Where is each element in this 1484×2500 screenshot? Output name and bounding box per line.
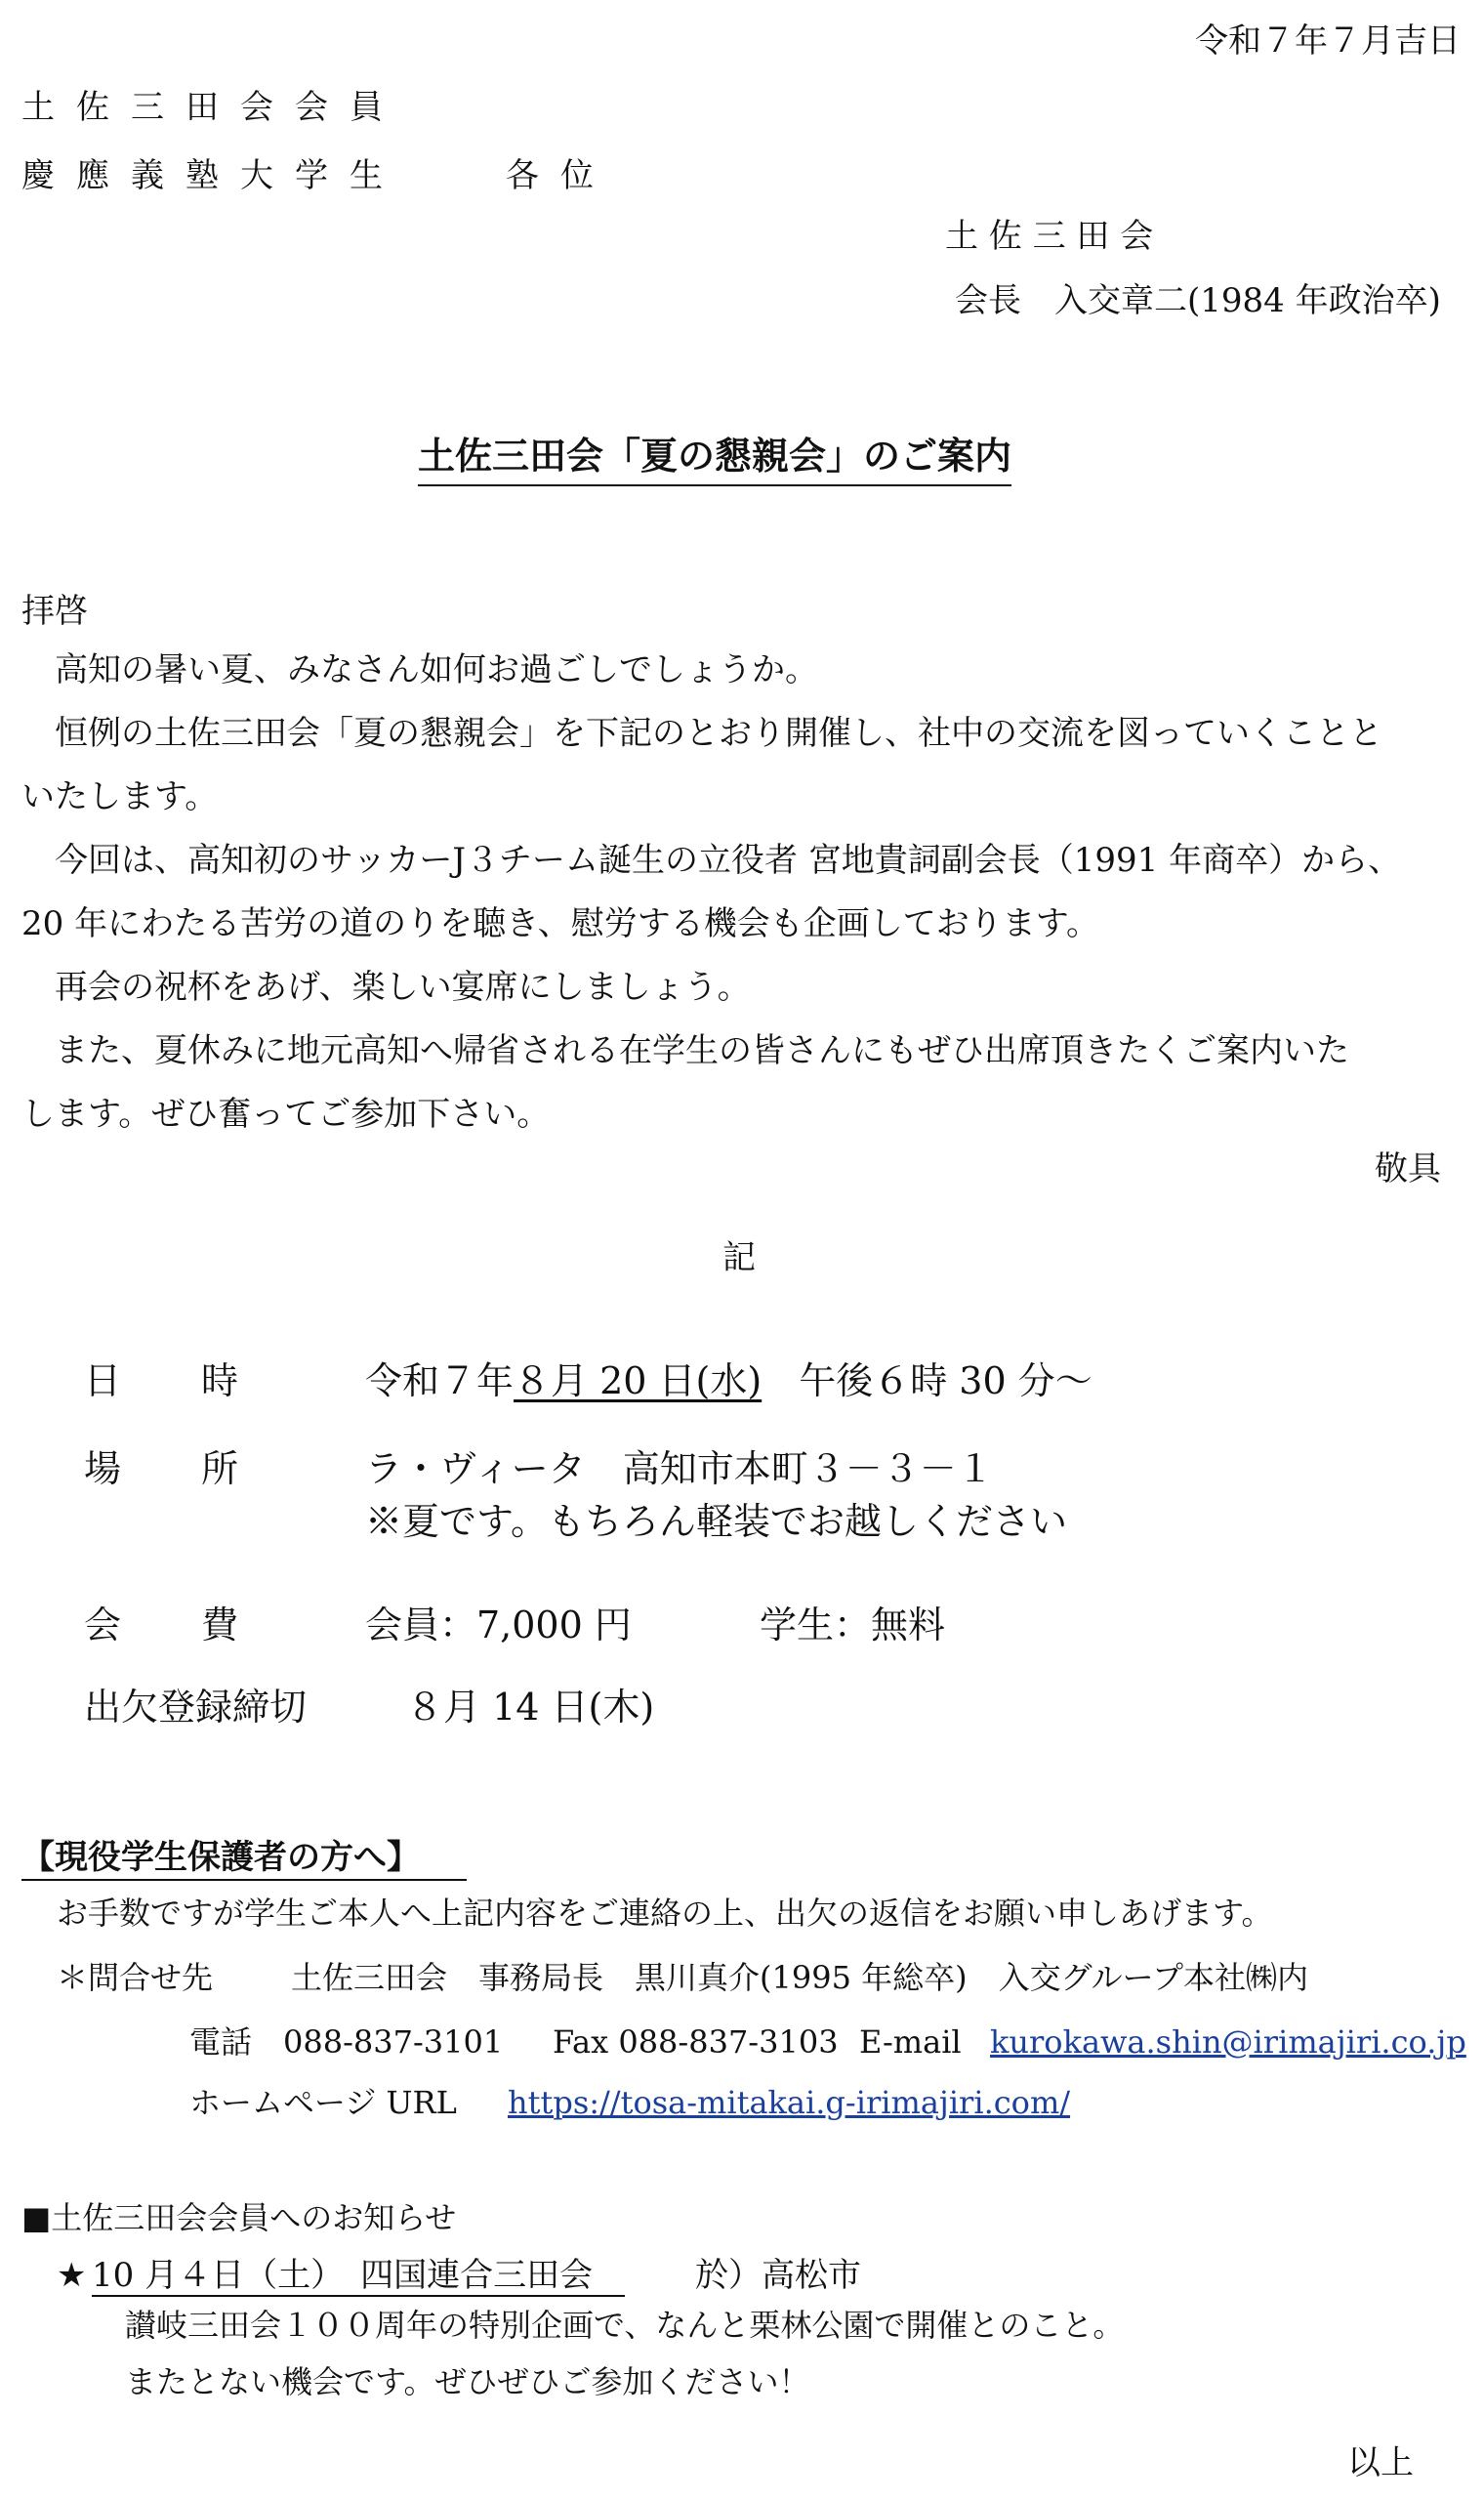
recipient-line-2: 慶應義塾大学生 xyxy=(21,156,404,195)
contact-phone: 電話 088-837-3101 xyxy=(189,2023,504,2061)
star-icon: ★ xyxy=(57,2256,87,2295)
notice-line-2: またとない機会です。ぜひぜひご参加ください！ xyxy=(125,2363,810,2400)
date-label-1: 日 xyxy=(84,1359,122,1402)
body-line-4: 今回は、高知初のサッカーJ３チーム誕生の立役者 宮地貴詞副会長（1991 年商卒）から、 xyxy=(55,841,1402,880)
parents-heading-underline xyxy=(21,1879,467,1881)
body-line-3: いたします。 xyxy=(21,777,219,816)
date-time: 午後６時 30 分～ xyxy=(799,1359,1092,1402)
date-prefix: 令和７年 xyxy=(365,1359,515,1402)
fee-label-2: 費 xyxy=(201,1604,239,1646)
fee-label-1: 会 xyxy=(84,1604,122,1646)
homepage-link[interactable]: https://tosa-mitakai.g-irimajiri.com/ xyxy=(508,2084,1071,2121)
date-label-2: 時 xyxy=(201,1359,239,1402)
end-word: 以上 xyxy=(1347,2443,1414,2482)
sender-name: 会長 入交章二(1984 年政治卒) xyxy=(955,281,1441,320)
body-line-8: します。ぜひ奮ってご参加下さい。 xyxy=(21,1095,551,1134)
contact-email-label: E-mail xyxy=(859,2023,962,2061)
date-highlight: ８月 20 日(水) xyxy=(514,1359,763,1402)
page-title: 土佐三田会「夏の懇親会」のご案内 xyxy=(418,434,1011,486)
homepage-label: ホームページ URL xyxy=(189,2084,457,2121)
place-label-2: 所 xyxy=(201,1447,239,1490)
parents-line-1: お手数ですが学生ご本人へ上記内容をご連絡の上、出欠の返信をお願い申しあげます。 xyxy=(57,1895,1273,1932)
recipient-suffix: 各位 xyxy=(506,156,615,195)
notice-event-underline xyxy=(92,2295,625,2297)
closing-word: 敬具 xyxy=(1375,1149,1441,1188)
fee-member: 会員：7,000 円 xyxy=(365,1604,632,1646)
body-line-2: 恒例の土佐三田会「夏の懇親会」を下記のとおり開催し、社中の交流を図っていくことと xyxy=(55,714,1382,753)
notice-heading: ■土佐三田会会員へのお知らせ xyxy=(21,2199,457,2236)
body-line-6: 再会の祝杯をあげ、楽しい宴席にしましょう。 xyxy=(55,968,751,1007)
place-note: ※夏です。もちろん軽装でお越しください xyxy=(365,1500,1067,1543)
date-value xyxy=(365,1359,1092,1404)
ki-heading: 記 xyxy=(722,1238,756,1277)
deadline-label: 出欠登録締切 xyxy=(84,1686,308,1729)
notice-place: 於）高松市 xyxy=(695,2256,861,2295)
contact-label: ＊問合せ先 xyxy=(57,1959,214,1996)
place-label-1: 場 xyxy=(84,1447,122,1490)
notice-line-1: 讃岐三田会１００周年の特別企画で、なんと栗林公園で開催とのこと。 xyxy=(125,2307,1125,2344)
body-line-5: 20 年にわたる苦労の道のりを聴き、慰労する機会も企画しております。 xyxy=(21,904,1099,943)
document-date: 令和７年７月吉日 xyxy=(1195,21,1461,61)
body-line-7: また、夏休みに地元高知へ帰省される在学生の皆さんにもぜひ出席頂きたくご案内いた xyxy=(55,1031,1349,1070)
deadline-value: ８月 14 日(木) xyxy=(406,1686,655,1729)
notice-event: 10 月４日（土） 四国連合三田会 xyxy=(92,2256,594,2295)
place-value: ラ・ヴィータ 高知市本町３－３－１ xyxy=(365,1447,994,1490)
body-line-1: 高知の暑い夏、みなさん如何お過ごしでしょうか。 xyxy=(55,650,818,689)
contact-fax: Fax 088-837-3103 xyxy=(553,2023,839,2061)
parents-heading: 【現役学生保護者の方へ】 xyxy=(21,1838,420,1877)
recipient-line-1: 土佐三田会会員 xyxy=(21,88,404,127)
sender-organization: 土 佐 三 田 会 xyxy=(945,217,1154,256)
contact-email-link[interactable]: kurokawa.shin@irimajiri.co.jp xyxy=(990,2023,1466,2061)
contact-value: 土佐三田会 事務局長 黒川真介(1995 年総卒) 入交グループ本社㈱内 xyxy=(291,1959,1309,1996)
opening-word: 拝啓 xyxy=(21,592,88,631)
fee-student: 学生：無料 xyxy=(760,1604,946,1646)
